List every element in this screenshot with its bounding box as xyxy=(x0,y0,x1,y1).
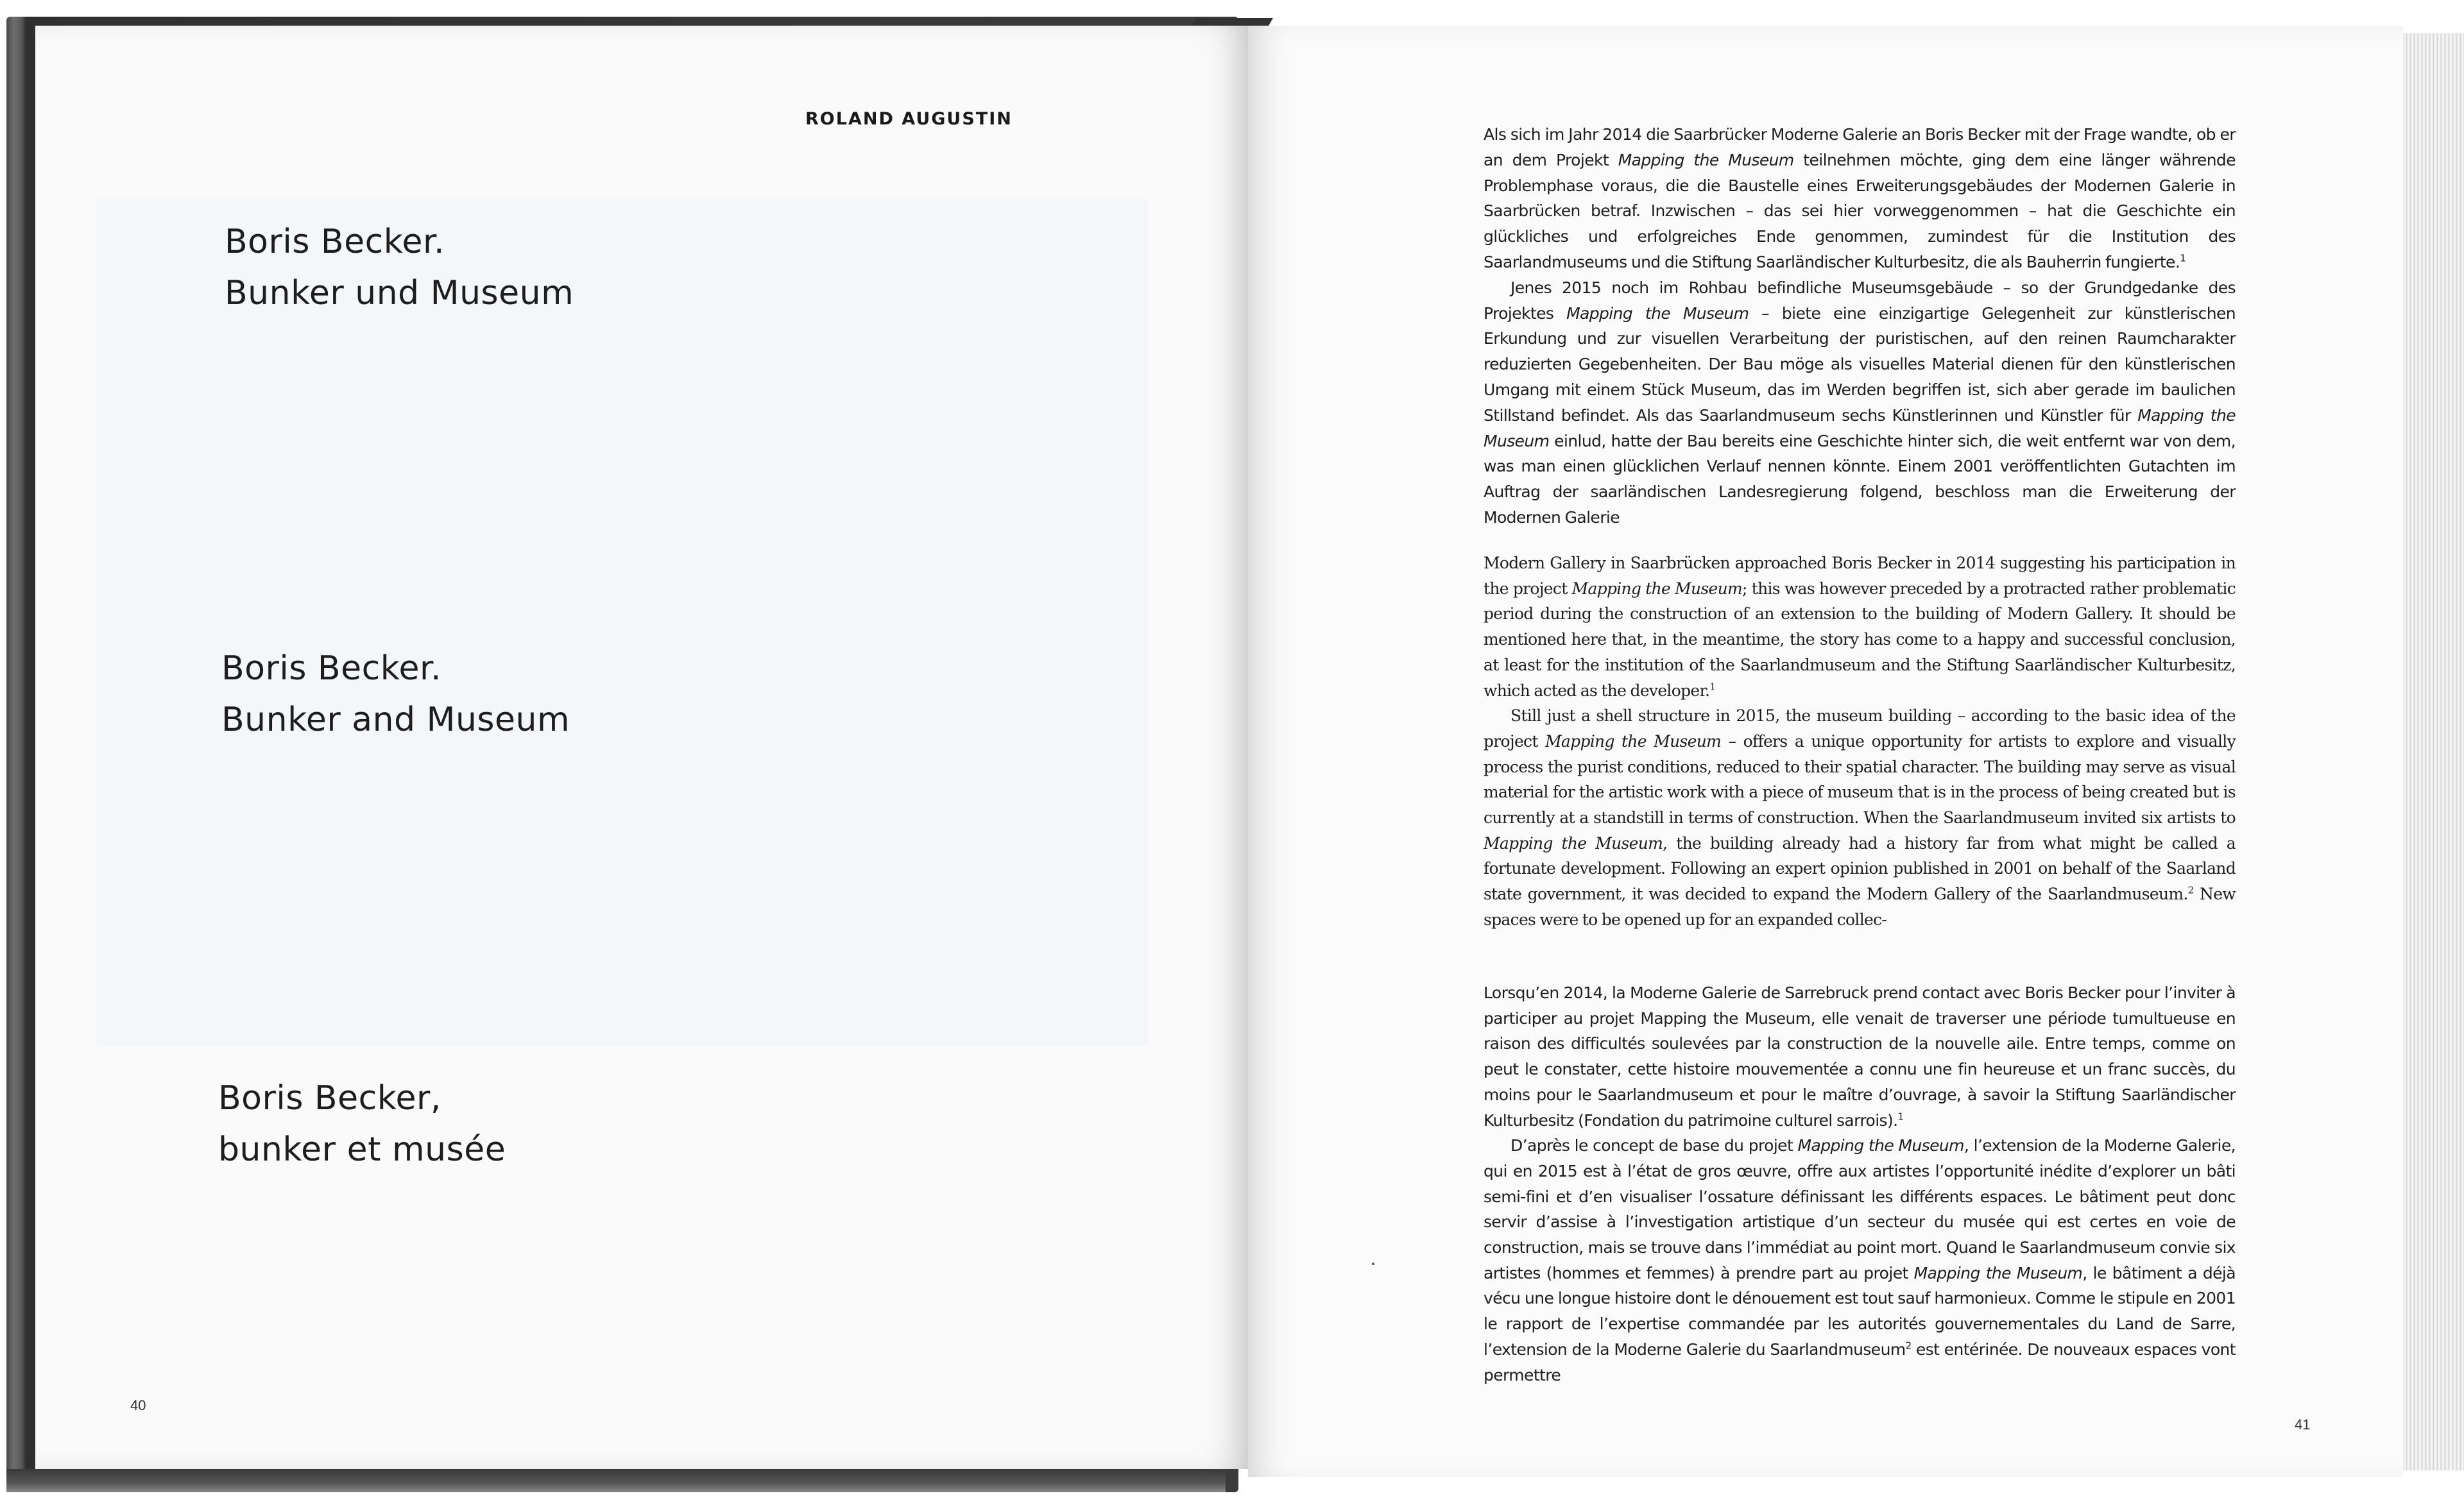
show-through-image xyxy=(96,199,1149,1046)
title-french-line-2: bunker et musée xyxy=(218,1130,506,1169)
footnote-marker: 1 xyxy=(2180,252,2186,264)
french-text-block xyxy=(1484,980,2236,1388)
page-number-right: 41 xyxy=(2295,1417,2311,1433)
page-stack-edges xyxy=(2400,33,2464,1470)
title-german-line-1: Boris Becker. xyxy=(225,223,445,261)
page-number-left: 40 xyxy=(130,1397,146,1413)
english-text-block xyxy=(1484,550,2236,933)
footnote-marker: 2 xyxy=(2187,884,2194,896)
author-name: ROLAND AUGUSTIN xyxy=(805,109,1013,129)
print-speck xyxy=(1372,1263,1374,1265)
title-french xyxy=(218,1073,506,1175)
footnote-marker: 1 xyxy=(1709,681,1716,693)
german-paragraph-2: Jenes 2015 noch im Rohbau befindliche Museumsgebäude – so der Grundgedanke des Projektes Mapping the Museum – biete eine einzigartige Gelegenheit zur künstlerischen Erkundung und zur visuellen Verarbeitung der puristischen, auf den reinen Raumcharakter reduzierten Gegebenheiten. Der Bau möge als visuelles Material dienen für den künstlerischen Umgang mit einem Stück Museum, das im Werden begriffen ist, sich aber gerade im baulichen Stillstand befindet. Als das Saarlandmuseum sechs Künstlerinnen und Künstler für Mapping the Museum einlud, hatte der Bau bereits eine Geschichte hinter sich, die weit entfernt war von dem, was man einen glücklichen Verlauf nennen könnte. Einem 2001 veröffentlichten Gutachten im Auftrag der saarländischen Landesregierung folgend, beschloss man die Erweiterung der Modernen Galerie xyxy=(1484,278,2236,527)
footnote-marker: 2 xyxy=(1905,1340,1912,1352)
footnote-marker: 1 xyxy=(1897,1111,1904,1123)
title-english-line-1: Boris Becker. xyxy=(221,649,442,688)
title-english-line-2: Bunker and Museum xyxy=(221,701,570,739)
french-paragraph-1: Lorsqu’en 2014, la Moderne Galerie de Sarrebruck prend contact avec Boris Becker pour l’inviter à participer au projet Mapping the Museum, elle venait de traverser une période tumultueuse en raison des difficultés soulevées par la construction de la nouvelle aile. Entre temps, comme on peut le constater, cette histoire mouvementée a connu une fin heureuse et un franc succès, du moins pour le Saarlandmuseum et pour le maître d’ouvrage, à savoir la Stiftung Saarländischer Kulturbesitz (Fondation du patrimoine culturel sarrois).$^1$ xyxy=(1484,983,2236,1130)
title-english xyxy=(221,643,570,745)
german-paragraph-1: Als sich im Jahr 2014 die Saarbrücker Moderne Galerie an Boris Becker mit der Frage wandte, ob er an dem Projekt Mapping the Museum teilnehmen möchte, ging dem eine länger währende Problemphase voraus, die die Baustelle eines Erweiterungsgebäudes der Modernen Galerie in Saarbrücken betraf. Inzwischen – das sei hier vorweggenommen – hat die Geschichte ein glückliches und erfolgreiches Ende genommen, zumindest für die Institution des Saarlandmuseums und die Stiftung Saarländischer Kulturbesitz, die als Bauherrin fungierte.$^1$ xyxy=(1484,125,2236,271)
title-german xyxy=(225,216,574,319)
english-paragraph-1: Modern Gallery in Saarbrücken approached Boris Becker in 2014 suggesting his participation in the project Mapping the Museum; this was however preceded by a protracted rather problematic period during the construction of an extension to the building of Modern Gallery. It should be mentioned here that, in the meantime, the story has come to a happy and successful conclusion, at least for the institution of the Saarlandmuseum and the Stiftung Saarländischer Kulturbesitz, which acted as the developer.$^1$ xyxy=(1484,554,2236,700)
cover-bottom-edge xyxy=(6,1469,1226,1492)
title-german-line-2: Bunker und Museum xyxy=(225,274,574,312)
german-text-block xyxy=(1484,122,2236,531)
french-paragraph-2: D’après le concept de base du projet Mapping the Museum, l’extension de la Moderne Galerie, qui en 2015 est à l’état de gros œuvre, offre aux artistes l’opportunité inédite d’explorer un bâti semi-fini et d’en visualiser l’ossature définissant les différents espaces. Le bâtiment peut donc servir d’assise à l’investigation artistique d’un secteur du musée qui est certes en voie de construction, mais se trouve dans l’immédiat au point mort. Quand le Saarlandmuseum convie six artistes (hommes et femmes) à prendre part au projet Mapping the Museum, le bâtiment a déjà vécu une longue histoire dont le dénouement est tout sauf harmonieux. Comme le stipule en 2001 le rapport de l’expertise commandée par les autorités gouvernementales du Land de Sarre, l’extension de la Moderne Galerie du Saarlandmuseum$^2$ est entérinée. De nouveaux espaces vont permettre xyxy=(1484,1136,2236,1384)
title-french-line-1: Boris Becker, xyxy=(218,1079,441,1118)
english-paragraph-2: Still just a shell structure in 2015, the museum building – according to the basic idea of the project Mapping the Museum – offers a unique opportunity for artists to explore and visually process the purist conditions, reduced to their spatial character. The building may serve as visual material for the artistic work with a piece of museum that is in the process of being created but is currently at a standstill in terms of construction. When the Saarlandmuseum invited six artists to Mapping the Museum, the building already had a history far from what might be called a fortunate development. Following an expert opinion published in 2001 on behalf of the Saarland state government, it was decided to expand the Modern Gallery of the Saarlandmuseum.$^2$ New spaces were to be opened up for an expanded collec- xyxy=(1484,706,2236,929)
